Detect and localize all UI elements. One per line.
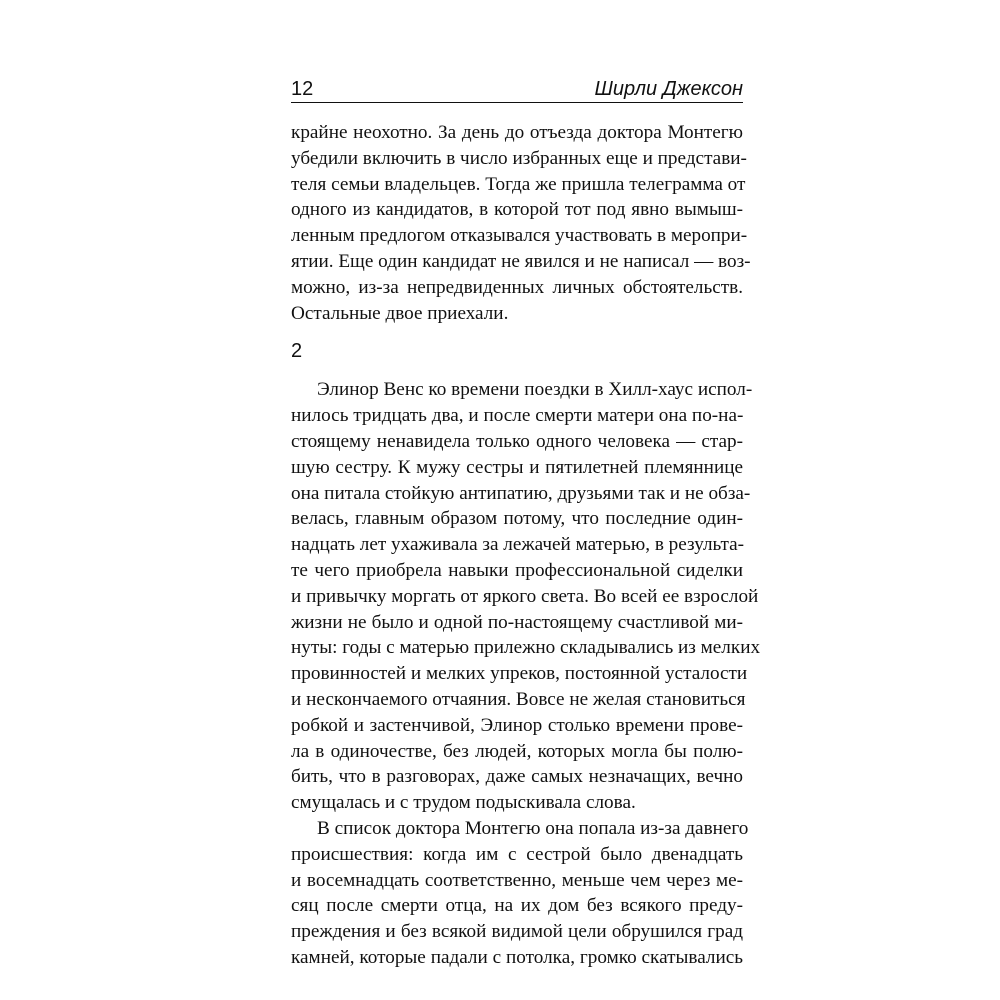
- text-line: одного из кандидатов, в которой тот под явно вымыш-: [291, 199, 743, 221]
- text-line: провинностей и мелких упреков, постоянной усталости: [291, 663, 748, 685]
- page-header: [291, 72, 743, 103]
- paragraph-continued: [291, 120, 751, 326]
- text-line: шую сестру. К мужу сестры и пятилетней племяннице: [291, 456, 743, 478]
- text-line: нилось тридцать два, и после смерти матери она по-на-: [291, 405, 744, 427]
- text-line: можно, из-за непредвиденных личных обстоятельств.: [291, 276, 743, 298]
- text-line: она питала стойкую антипатию, друзьями так и не обза-: [291, 482, 751, 504]
- text-line: камней, которые падали с потолка, громко скатывались: [291, 946, 743, 968]
- text-line: преждения и без всякой видимой цели обрушился град: [291, 921, 743, 943]
- text-line: теля семьи владельцев. Тогда же пришла телеграмма от: [291, 173, 746, 195]
- text-line: ла в одиночестве, без людей, которых могла бы полю-: [291, 740, 743, 762]
- text-line: и нескончаемого отчаяния. Вовсе не желая становиться: [291, 688, 746, 710]
- text-line: те чего приобрела навыки профессиональной сиделки: [291, 559, 743, 581]
- text-line: происшествия: когда им с сестрой было двенадцать: [291, 843, 743, 865]
- running-head-author: Ширли Джексон: [594, 78, 743, 100]
- text-line: смущалась и с трудом подыскивала слова.: [291, 792, 636, 814]
- page-number: 12: [291, 78, 314, 100]
- paragraph-eleanor: [291, 377, 761, 816]
- text-line: ленным предлогом отказывался участвовать в меропри-: [291, 225, 748, 247]
- text-line: Элинор Венс ко времени поездки в Хилл-хаус испол-: [317, 379, 753, 401]
- text-line: бить, что в разговорах, даже самых незначащих, вечно: [291, 766, 743, 788]
- text-line: робкой и застенчивой, Элинор столько времени прове-: [291, 714, 743, 736]
- paragraph-list: [291, 816, 749, 971]
- text-line: и восемнадцать соответственно, меньше чем через ме-: [291, 869, 743, 891]
- text-line: велась, главным образом потому, что последние один-: [291, 508, 743, 530]
- section-number: 2: [291, 340, 303, 363]
- text-line: стоящему ненавидела только одного человека — стар-: [291, 430, 743, 452]
- text-line: и привычку моргать от яркого света. Во всей ее взрослой: [291, 585, 759, 607]
- text-line: В список доктора Монтегю она попала из-за давнего: [317, 817, 749, 839]
- text-line: убедили включить в число избранных еще и представи-: [291, 147, 747, 169]
- text-line: жизни не было и одной по-настоящему счастливой ми-: [291, 611, 743, 633]
- text-line: нуты: годы с матерью прилежно складывались из мелких: [291, 637, 761, 659]
- text-line: ятии. Еще один кандидат не явился и не написал — воз-: [291, 250, 751, 272]
- text-line: Остальные двое приехали.: [291, 302, 509, 324]
- text-line: надцать лет ухаживала за лежачей матерью, в результа-: [291, 534, 745, 556]
- text-line: сяц после смерти отца, на их дом без всякого преду-: [291, 895, 743, 917]
- book-page: [291, 72, 761, 971]
- text-line: крайне неохотно. За день до отъезда доктора Монтегю: [291, 122, 743, 143]
